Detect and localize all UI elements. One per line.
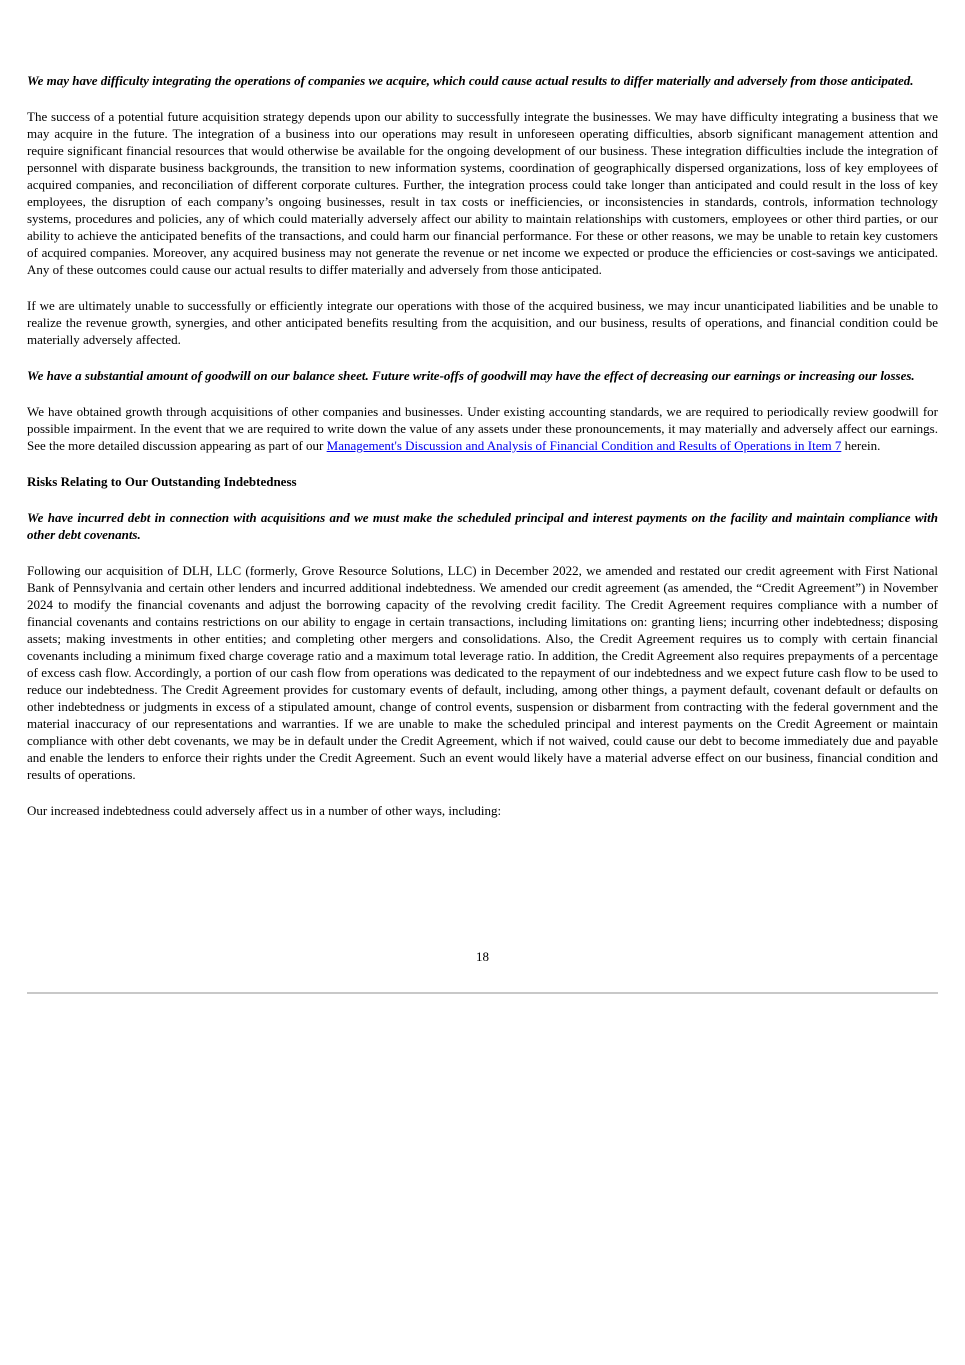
- paragraph-indebtedness-effects: Our increased indebtedness could adversely affect us in a number of other ways, including:: [27, 803, 502, 818]
- paragraph-integration-difficulties: The success of a potential future acquisition strategy depends upon our ability to successfully integrate the businesses. We may have difficulty integrating a business that we may acquire in the future. The integration of a business into our operations may result in unforeseen operating difficulties, absorb significant management attention and require significant financial resources that would otherwise be available for the ongoing development of our business. These integration difficulties include the integration of personnel with disparate business backgrounds, the transition to new information systems, coordination of geographically dispersed organizations, loss of key employees of acquired companies, and reconciliation of different corporate cultures. Further, the integration process could take longer than anticipated and could result in the loss of key employees, the disruption of each company’s ongoing businesses, result in tax costs or inefficiencies, or inconsistencies in standards, controls, information technology systems, procedures and policies, any of which could materially adversely affect our ability to maintain relationships with customers, employees or other third parties, or our ability to achieve the anticipated benefits of the transactions, and could harm our financial performance. For these or other reasons, we may be unable to retain key customers of acquired companies. Moreover, any acquired business may not generate the revenue or net income we expected or produce the efficiencies or cost-savings we anticipated. Any of these outcomes could cause our actual results to differ materially and adversely from those anticipated.: [27, 109, 938, 277]
- section-title-indebtedness: Risks Relating to Our Outstanding Indebtedness: [27, 474, 297, 489]
- document-page: [27, 72, 938, 819]
- footer-divider: [27, 992, 938, 994]
- section-heading-integration: We may have difficulty integrating the operations of companies we acquire, which could cause actual results to differ materially and adversely from those anticipated.: [27, 73, 914, 88]
- paragraph-integration-failure: If we are ultimately unable to successfully or efficiently integrate our operations with those of the acquired business, we may incur unanticipated liabilities and be unable to realize the revenue growth, synergies, and other anticipated benefits resulting from the acquisition, and our business, results of operations, and financial condition could be materially adversely affected.: [27, 298, 938, 347]
- section-heading-goodwill: We have a substantial amount of goodwill on our balance sheet. Future write-offs of goodwill may have the effect of decreasing our earnings or increasing our losses.: [27, 368, 915, 383]
- goodwill-text-before-link: We have obtained growth through acquisitions of other companies and businesses. Under existing accounting standards, we are required to periodically review goodwill for possible impairment. In the event that we are required to write down the value of any assets under these pronouncements, it may materially and adversely affect our earnings. See the more detailed discussion appearing as part of our: [27, 404, 938, 453]
- mdna-item7-link[interactable]: Management's Discussion and Analysis of Financial Condition and Results of Operations in Item 7: [326, 438, 842, 453]
- goodwill-text-after-link: herein.: [841, 438, 881, 453]
- page-number: 18: [476, 949, 489, 964]
- paragraph-credit-agreement: Following our acquisition of DLH, LLC (formerly, Grove Resource Solutions, LLC) in December 2022, we amended and restated our credit agreement with First National Bank of Pennsylvania and certain other lenders and incurred additional indebtedness. We amended our credit agreement (as amended, the “Credit Agreement”) in November 2024 to modify the financial covenants and adjust the borrowing capacity of the revolving credit facility. The Credit Agreement requires compliance with a number of financial covenants and contains restrictions on our ability to engage in certain transactions, including limitations on: granting liens; incurring other indebtedness; disposing assets; making investments in other entities; and completing other mergers and consolidations. Also, the Credit Agreement requires us to comply with certain financial covenants including a minimum fixed charge coverage ratio and a maximum total leverage ratio. In addition, the Credit Agreement also requires prepayments of a percentage of excess cash flow. Accordingly, a portion of our cash flow from operations was dedicated to the repayment of our indebtedness and we expect future cash flow to be used to reduce our indebtedness. The Credit Agreement provides for customary events of default, including, among other things, a payment default, covenant default or defaults on other indebtedness or judgments in excess of a stipulated amount, change of control events, suspension or disbarment from contracting with the federal government and the material inaccuracy of our representations and warranties. If we are unable to make the scheduled principal and interest payments on the Credit Agreement or maintain compliance with other debt covenants, we may be in default under the Credit Agreement, which if not waived, could cause our debt to become immediately due and payable and enable the lenders to enforce their rights under the Credit Agreement. Such an event would likely have a material adverse effect on our business, financial condition and results of operations.: [27, 563, 938, 782]
- section-heading-debt: We have incurred debt in connection with acquisitions and we must make the scheduled principal and interest payments on the facility and maintain compliance with other debt covenants.: [27, 510, 938, 542]
- paragraph-goodwill: [27, 403, 938, 454]
